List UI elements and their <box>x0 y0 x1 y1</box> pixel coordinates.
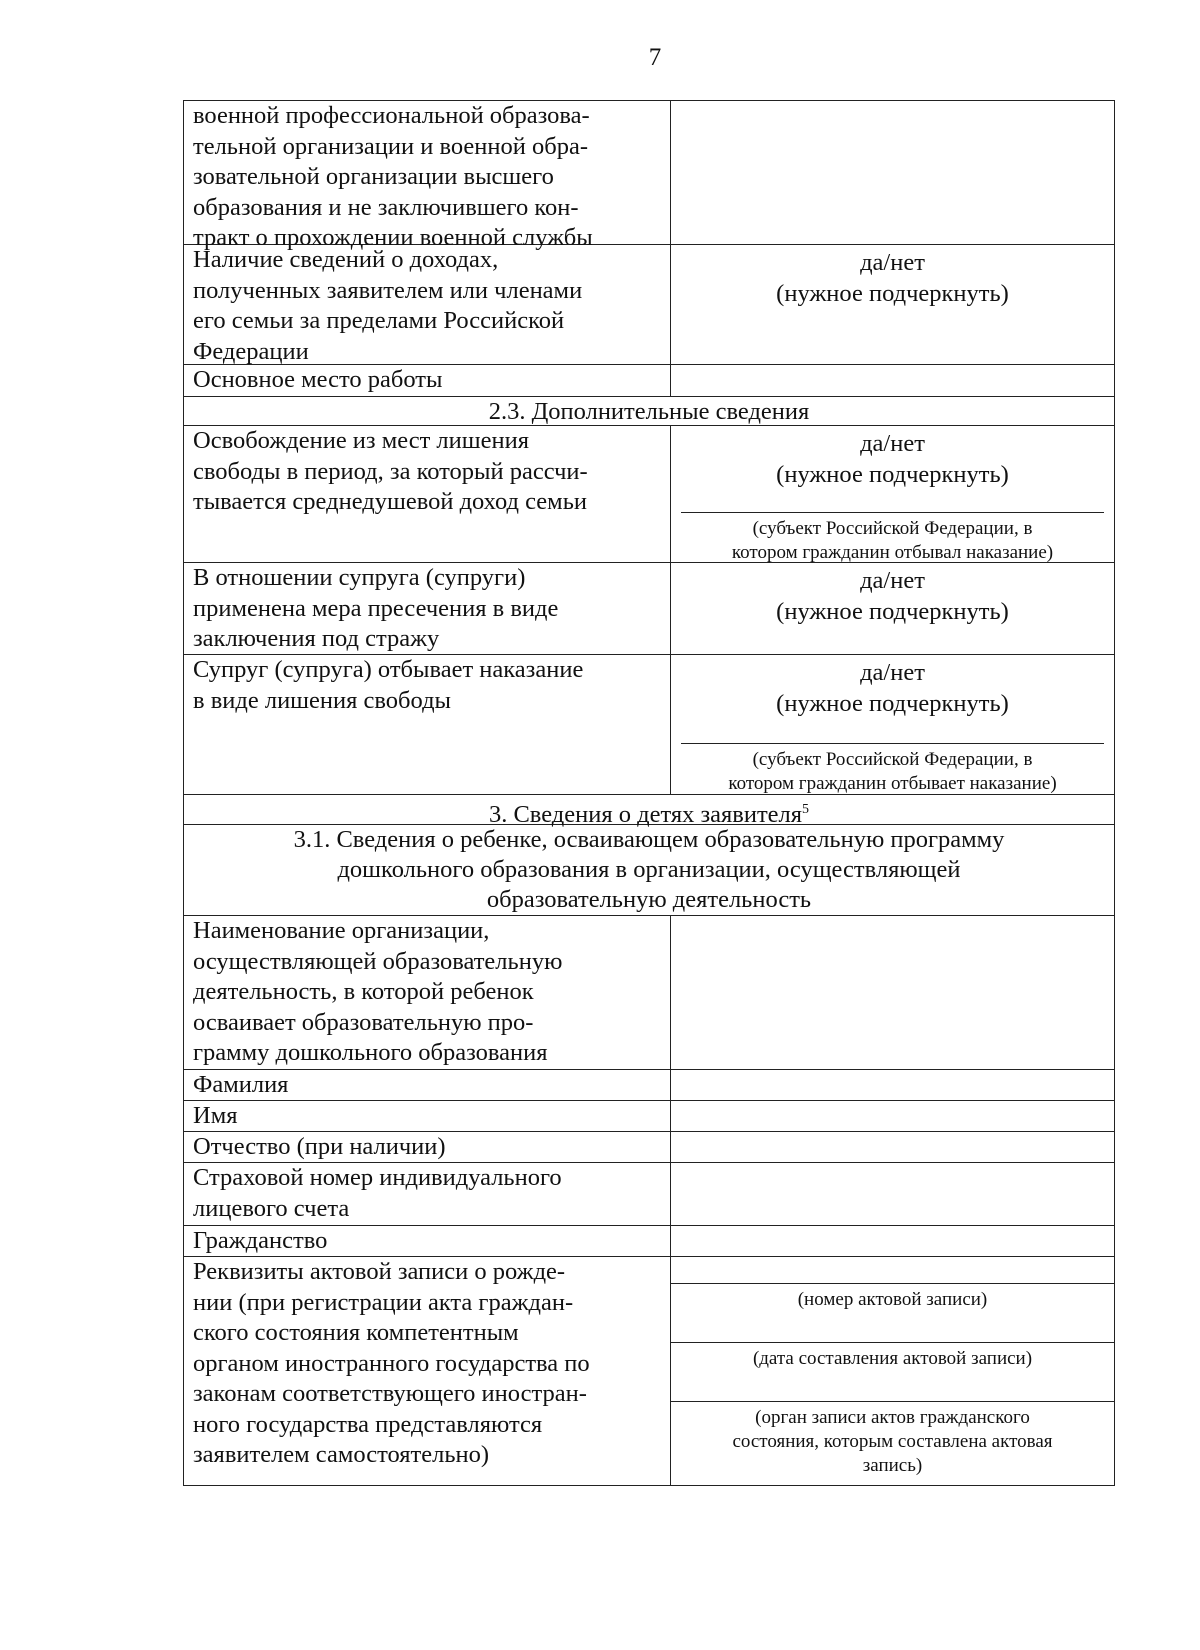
underline-hint: (нужное подчеркнуть) <box>776 689 1009 717</box>
text-line: дошкольного образования в организации, осуществляющей <box>337 856 961 883</box>
region-note <box>671 748 1114 796</box>
table-row <box>184 824 1114 915</box>
yes-no-option[interactable]: да/нет <box>860 659 925 686</box>
table-row <box>184 654 1114 794</box>
text-line: тельной организации и военной обра- <box>193 132 589 160</box>
value-field-spouse-imprisonment[interactable] <box>671 655 1114 794</box>
text-line: 3.1. Сведения о ребенке, осваивающем образовательную программу <box>293 826 1005 853</box>
table-row <box>184 794 1114 829</box>
yes-no-option[interactable]: да/нет <box>860 430 925 457</box>
region-note <box>671 517 1114 565</box>
text-line: Реквизиты актовой записи о рожде- <box>193 1258 566 1285</box>
text-line: осваивает образовательную про- <box>193 1008 534 1036</box>
row-label-birth-record <box>184 1257 671 1485</box>
section-header-2-3: 2.3. Дополнительные сведения <box>488 398 810 425</box>
value-field-birth-record <box>671 1257 1114 1485</box>
table-row <box>184 915 1114 1069</box>
text-line: нии (при регистрации акта граждан- <box>193 1288 574 1316</box>
table-row <box>184 1069 1114 1100</box>
text-line: Наличие сведений о доходах, <box>193 246 499 273</box>
page-number: 7 <box>648 44 662 71</box>
text-line: состояния, которым составлена актовая <box>732 1431 1053 1452</box>
text-line: образования и не заключившего кон- <box>193 193 579 221</box>
table-row <box>184 1100 1114 1131</box>
text-line: органом иностранного государства по <box>193 1349 590 1377</box>
text-line: в виде лишения свободы <box>193 686 451 714</box>
text-line: зовательной организации высшего <box>193 163 554 190</box>
table-row <box>184 1225 1114 1256</box>
text-line: Супруг (супруга) отбывает наказание <box>193 656 584 683</box>
record-number-input[interactable] <box>671 1257 1114 1283</box>
text-line: его семьи за пределами Российской <box>193 307 565 334</box>
yes-no-option[interactable]: да/нет <box>860 249 925 276</box>
section-header-3 <box>184 795 1114 829</box>
text-line: Федерации <box>193 337 309 365</box>
text-line: грамму дошкольного образования <box>193 1039 548 1066</box>
footnote-marker: 5 <box>802 802 810 817</box>
text-line: военной профессиональной образова- <box>193 102 590 129</box>
row-label-surname: Фамилия <box>184 1070 671 1100</box>
record-number-cell <box>671 1283 1114 1342</box>
underline-hint: (нужное подчеркнуть) <box>776 460 1009 488</box>
text-line: (орган записи актов гражданского <box>755 1407 1030 1428</box>
table-row <box>184 1131 1114 1162</box>
text-line: деятельность, в которой ребенок <box>193 978 534 1005</box>
text-line: полученных заявителем или членами <box>193 276 583 304</box>
text-line: Страховой номер индивидуального <box>193 1164 562 1191</box>
record-number-note: (номер актовой записи) <box>797 1289 988 1310</box>
text-line: образовательную деятельность <box>486 886 812 913</box>
text-line: тывается среднедушевой доход семьи <box>193 488 587 515</box>
row-label-foreign-income <box>184 245 671 364</box>
text-line: применена мера пресечения в виде <box>193 594 559 622</box>
underline-hint: (нужное подчеркнуть) <box>776 597 1009 625</box>
underline-hint: (нужное подчеркнуть) <box>776 279 1009 307</box>
text-line: тракт о прохождении военной службы <box>193 224 593 251</box>
table-row <box>184 1162 1114 1225</box>
value-field-foreign-income[interactable] <box>671 245 1114 364</box>
form-table <box>183 100 1115 1486</box>
row-label-main-workplace: Основное место работы <box>184 365 671 396</box>
text-line: свободы в период, за который рассчи- <box>193 457 588 485</box>
section-header-3-1 <box>184 825 1114 915</box>
row-label-patronymic: Отчество (при наличии) <box>184 1132 671 1162</box>
row-label-organization-name <box>184 916 671 1069</box>
row-label-spouse-custody <box>184 563 671 654</box>
text-line: В отношении супруга (супруги) <box>193 564 526 591</box>
row-label-military-education <box>184 101 671 251</box>
value-field-organization-name[interactable] <box>671 916 1114 1069</box>
text-line: (субъект Российской Федерации, в <box>752 749 1033 770</box>
text-line: лицевого счета <box>193 1194 350 1222</box>
row-label-spouse-imprisonment <box>184 655 671 794</box>
text-line: ского состояния компетентным <box>193 1319 519 1346</box>
value-field-release-from-prison[interactable] <box>671 426 1114 562</box>
region-input-line[interactable] <box>681 719 1104 744</box>
value-field-patronymic[interactable] <box>671 1132 1114 1162</box>
text-line: (субъект Российской Федерации, в <box>752 518 1033 539</box>
yes-no-option[interactable]: да/нет <box>860 567 925 594</box>
text-line: котором гражданин отбывал наказание) <box>731 542 1054 563</box>
value-field-main-workplace[interactable] <box>671 365 1114 396</box>
table-row <box>184 101 1114 251</box>
table-row <box>184 1256 1114 1485</box>
row-label-name: Имя <box>184 1101 671 1131</box>
table-row <box>184 364 1114 396</box>
record-authority-cell[interactable] <box>671 1401 1114 1485</box>
record-authority-note <box>671 1402 1114 1478</box>
text-line: запись) <box>862 1455 923 1476</box>
value-field-name[interactable] <box>671 1101 1114 1131</box>
value-field-surname[interactable] <box>671 1070 1114 1100</box>
table-row <box>184 244 1114 364</box>
text-line: Наименование организации, <box>193 917 490 944</box>
text-line: котором гражданин отбывает наказание) <box>728 773 1057 794</box>
text-line: заявителем самостоятельно) <box>193 1441 490 1468</box>
value-field-snils[interactable] <box>671 1163 1114 1225</box>
value-field-spouse-custody[interactable] <box>671 563 1114 654</box>
text-line: заключения под стражу <box>193 625 440 652</box>
value-field-military-education[interactable] <box>671 101 1114 244</box>
table-row <box>184 562 1114 654</box>
text-line: Освобождение из мест лишения <box>193 427 529 454</box>
table-row <box>184 396 1114 425</box>
text-line: законам соответствующего иностран- <box>193 1380 587 1407</box>
region-input-line[interactable] <box>681 490 1104 513</box>
table-row <box>184 425 1114 562</box>
row-label-citizenship: Гражданство <box>184 1226 671 1256</box>
row-label-release-from-prison <box>184 426 671 562</box>
record-date-note: (дата составления актовой записи) <box>752 1348 1033 1369</box>
text-line: ного государства представляются <box>193 1410 543 1438</box>
record-date-cell[interactable] <box>671 1342 1114 1401</box>
text-line: осуществляющей образовательную <box>193 947 563 975</box>
value-field-citizenship[interactable] <box>671 1226 1114 1256</box>
section-title: 3. Сведения о детях заявителя <box>488 801 803 829</box>
row-label-snils <box>184 1163 671 1225</box>
